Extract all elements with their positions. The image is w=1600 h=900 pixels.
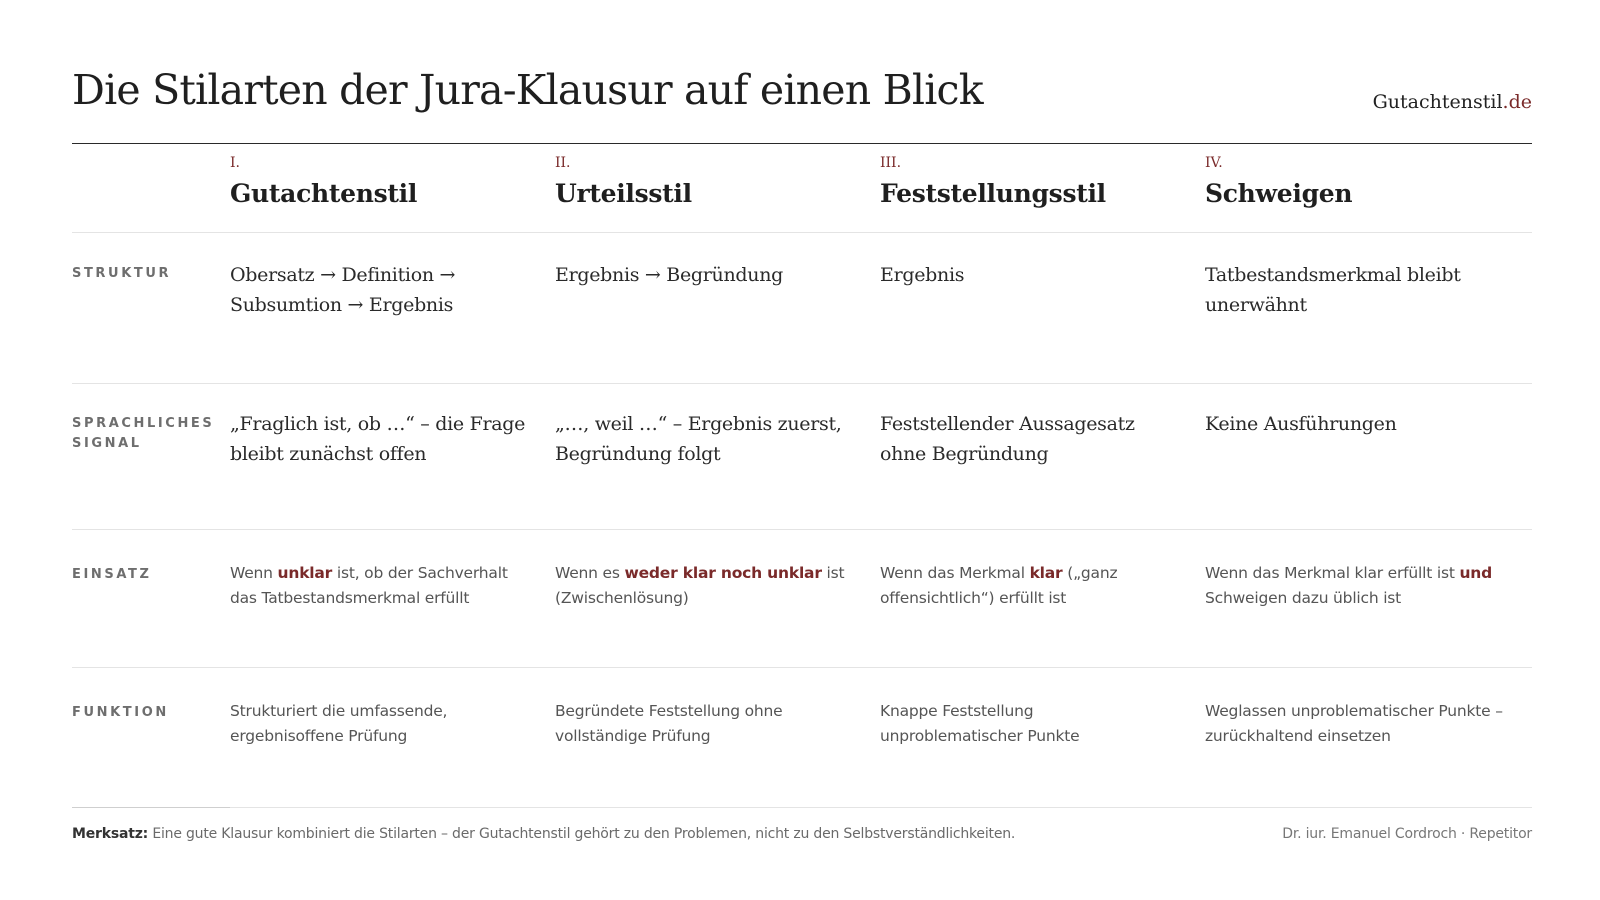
cell-einsatz-schweigen (1205, 561, 1505, 611)
row-label-einsatz: EINSATZ (72, 567, 152, 582)
cell-text: Wenn das Merkmal (880, 564, 1030, 582)
cell-emphasis: weder klar noch unklar (624, 564, 822, 582)
column-header-feststellungsstil (880, 155, 1190, 208)
cell-struktur-urteilsstil: Ergebnis → Begründung (555, 264, 784, 286)
cell-emphasis: und (1459, 564, 1493, 582)
merksatz (72, 826, 1015, 842)
cell-einsatz-urteilsstil (555, 561, 855, 611)
cell-einsatz-feststellungsstil (880, 561, 1180, 611)
brand-tld: .de (1502, 91, 1532, 113)
column-header-schweigen (1205, 155, 1515, 208)
brand-logo (1373, 91, 1532, 113)
column-number: IV. (1205, 155, 1223, 171)
cell-text: ist (Zwischenlösung) (555, 564, 845, 607)
cell-funktion-urteilsstil: Begründete Feststellung ohne vollständige Prüfung (555, 702, 783, 745)
cell-funktion-schweigen: Weglassen unproblematischer Punkte – zurückhaltend einsetzen (1205, 702, 1503, 745)
author-credit: Dr. iur. Emanuel Cordroch · Repetitor (1282, 826, 1532, 842)
column-name: Urteilsstil (555, 179, 692, 208)
cell-funktion-feststellungsstil: Knappe Feststellung unproblematischer Punkte (880, 702, 1080, 745)
cell-text: Schweigen dazu üblich ist (1205, 589, 1402, 607)
cell-signal-schweigen: Keine Ausführungen (1205, 413, 1397, 435)
brand-name: Gutachtenstil (1372, 91, 1503, 113)
column-header-urteilsstil (555, 155, 865, 208)
row-divider (72, 383, 1532, 384)
row-divider (72, 232, 1532, 233)
cell-struktur-schweigen: Tatbestandsmerkmal bleibt unerwähnt (1205, 264, 1461, 316)
merksatz-text: Eine gute Klausur kombiniert die Stilarten – der Gutachtenstil gehört zu den Problemen, nicht zu den Selbstverständlichkeiten. (148, 826, 1016, 842)
column-number: II. (555, 155, 571, 171)
page (72, 0, 1532, 900)
column-name: Feststellungsstil (880, 179, 1106, 208)
column-number: III. (880, 155, 902, 171)
cell-funktion-gutachtenstil: Strukturiert die umfassende, ergebnisoffene Prüfung (230, 702, 448, 745)
header-divider (72, 143, 1532, 144)
cell-text: ist, ob der Sachverhalt das Tatbestandsmerkmal erfüllt (230, 564, 508, 607)
column-name: Schweigen (1205, 179, 1353, 208)
cell-signal-gutachtenstil: „Fraglich ist, ob …“ – die Frage bleibt zunächst offen (230, 413, 526, 465)
row-divider (72, 529, 1532, 530)
row-divider (72, 667, 1532, 668)
row-label-funktion: FUNKTION (72, 705, 169, 720)
row-label-signal: SPRACHLICHES SIGNAL (72, 416, 215, 451)
column-header-gutachtenstil (230, 155, 540, 208)
cell-struktur-gutachtenstil: Obersatz → Definition → Subsumtion → Ergebnis (230, 264, 456, 316)
footer-divider (72, 807, 1532, 808)
footer-divider-accent (72, 807, 230, 808)
cell-text: Wenn es (555, 564, 625, 582)
cell-struktur-feststellungsstil: Ergebnis (880, 264, 965, 286)
cell-text: Wenn das Merkmal klar erfüllt ist (1205, 564, 1460, 582)
cell-text: Wenn (230, 564, 278, 582)
column-number: I. (230, 155, 240, 171)
cell-emphasis: unklar (277, 564, 333, 582)
row-label-struktur: STRUKTUR (72, 266, 172, 281)
cell-signal-urteilsstil: „…, weil …“ – Ergebnis zuerst, Begründung folgt (555, 413, 842, 465)
cell-signal-feststellungsstil: Feststellender Aussagesatz ohne Begründung (880, 413, 1135, 465)
column-name: Gutachtenstil (230, 179, 418, 208)
cell-einsatz-gutachtenstil (230, 561, 530, 611)
cell-emphasis: klar (1029, 564, 1063, 582)
cell-text: („ganz offensichtlich“) erfüllt ist (880, 564, 1118, 607)
merksatz-label: Merksatz: (72, 826, 149, 842)
page-title: Die Stilarten der Jura-Klausur auf einen Blick (72, 66, 983, 114)
